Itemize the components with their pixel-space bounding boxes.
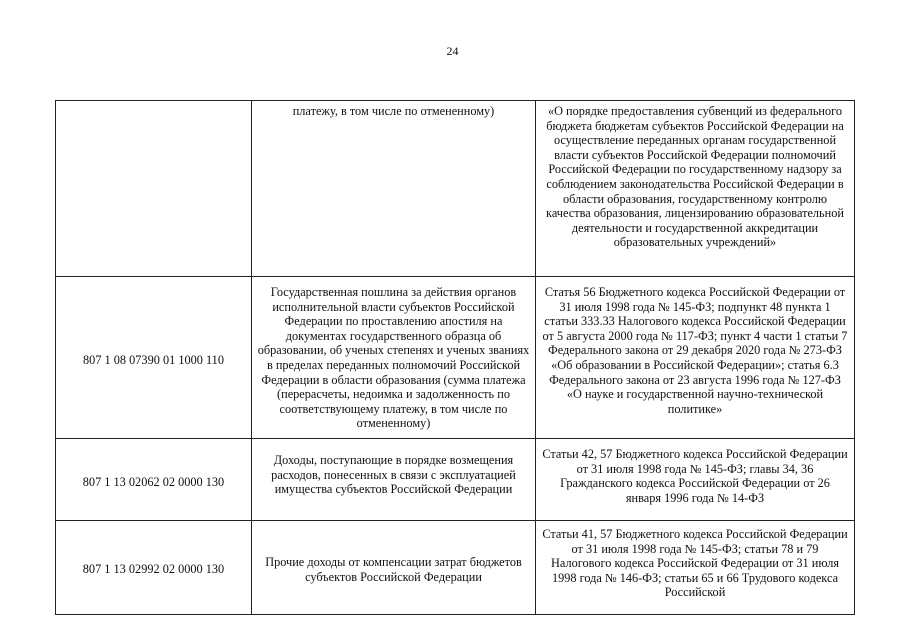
revenue-name-cell: Государственная пошлина за действия органов исполнительной власти субъектов Российской Федерации по проставлению апостиля на документах государственного образца об образовании, об ученых степенях и ученых званиях в пределах переданных полномочий Российской Федерации в области образования (сумма платежа (перерасчеты, недоимка и задолженность по соответствующему платежу, в том числе по отмененному) — [252, 277, 536, 439]
revenue-code-cell: 807 1 13 02992 02 0000 130 — [56, 521, 252, 615]
revenue-codes-table — [55, 100, 855, 615]
table-row — [56, 439, 855, 521]
table-row — [56, 521, 855, 615]
revenue-code-cell — [56, 101, 252, 277]
legal-basis-cell: «О порядке предоставления субвенций из федерального бюджета бюджетам субъектов Российской Федерации на осуществление переданных органам государственной власти субъектов Российской Федерации полномочий Российской Федерации по государственному надзору за соблюдением законодательства Российской Федерации в области образования, государственному контролю качества образования, лицензированию образовательной деятельности и государственной аккредитации образовательных учреждений» — [536, 101, 855, 277]
legal-basis-cell: Статьи 41, 57 Бюджетного кодекса Российской Федерации от 31 июля 1998 года № 145-ФЗ; статьи 78 и 79 Налогового кодекса Российской Федерации от 31 июля 1998 года № 146-ФЗ; статьи 65 и 66 Трудового кодекса Российской — [536, 521, 855, 615]
legal-basis-cell: Статьи 42, 57 Бюджетного кодекса Российской Федерации от 31 июля 1998 года № 145-ФЗ; главы 34, 36 Гражданского кодекса Российской Федерации от 26 января 1996 года № 14-ФЗ — [536, 439, 855, 521]
revenue-name-cell: Доходы, поступающие в порядке возмещения расходов, понесенных в связи с эксплуатацией имущества субъектов Российской Федерации — [252, 439, 536, 521]
page-number: 24 — [446, 44, 459, 58]
revenue-name-cell: Прочие доходы от компенсации затрат бюджетов субъектов Российской Федерации — [252, 521, 536, 615]
table-row — [56, 277, 855, 439]
legal-basis-cell: Статья 56 Бюджетного кодекса Российской Федерации от 31 июля 1998 года № 145-ФЗ; подпункт 48 пункта 1 статьи 333.33 Налогового кодекса Российской Федерации от 5 августа 2000 года № 117-ФЗ; пункт 4 части 1 статьи 7 Федерального закона от 29 декабря 2020 года № 273-ФЗ «Об образовании в Российской Федерации»; статья 6.3 Федерального закона от 23 августа 1996 года № 127-ФЗ «О науке и государственной научно-технической политике» — [536, 277, 855, 439]
table-row — [56, 101, 855, 277]
revenue-code-cell: 807 1 13 02062 02 0000 130 — [56, 439, 252, 521]
revenue-name-cell: платежу, в том числе по отмененному) — [252, 101, 536, 277]
revenue-code-cell: 807 1 08 07390 01 1000 110 — [56, 277, 252, 439]
